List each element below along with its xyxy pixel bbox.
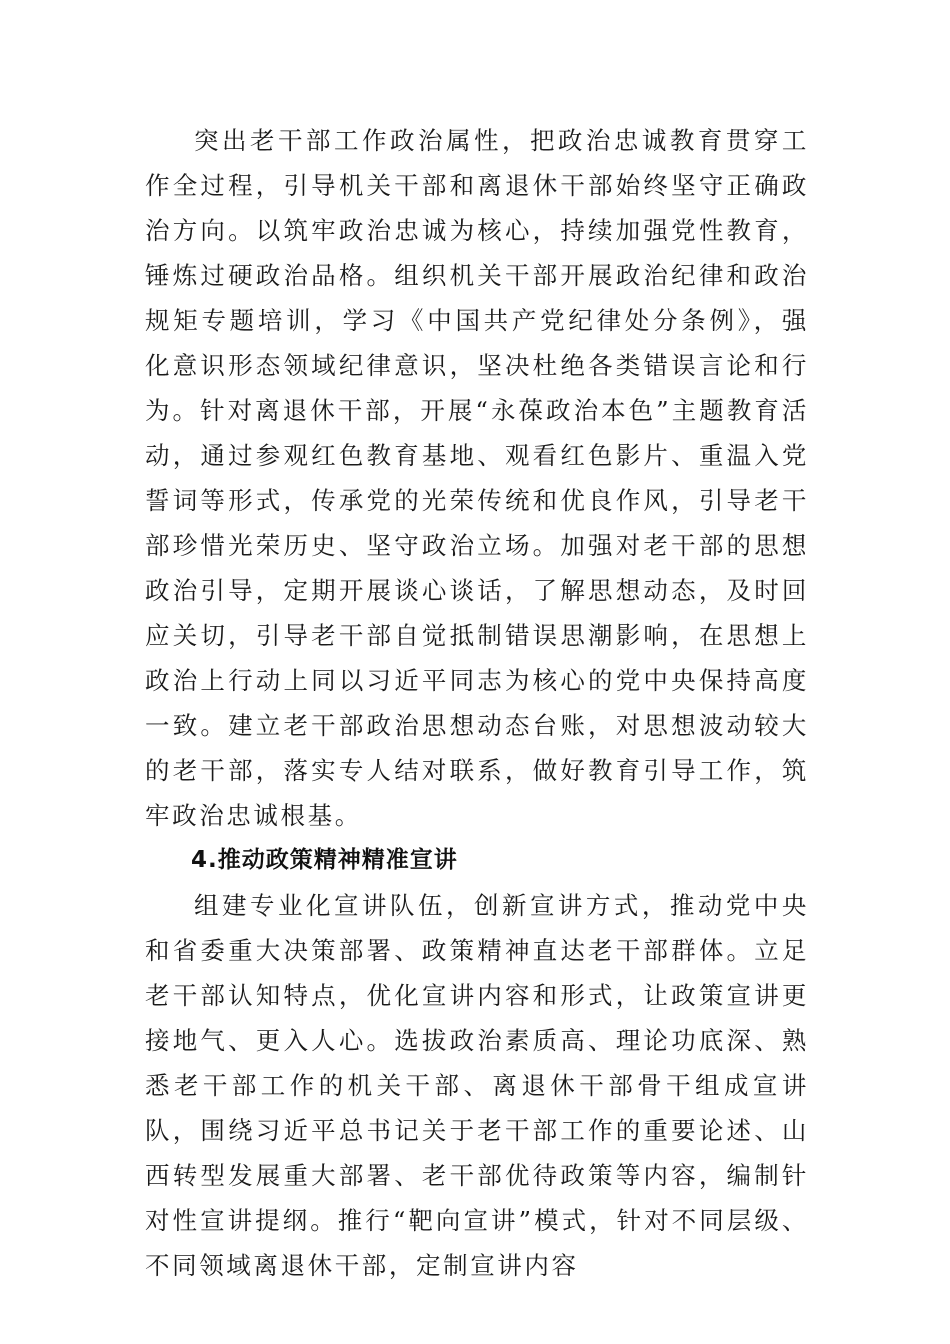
body-paragraph-political-loyalty: 突出老干部工作政治属性，把政治忠诚教育贯穿工作全过程，引导机关干部和离退休干部始终坚守正确政治方向。以筑牢政治忠诚为核心，持续加强党性教育，锤炼过硬政治品格。组织机关干部开展政治纪律和政治规矩专题培训，学习《中国共产党纪律处分条例》，强化意识形态领域纪律意识，坚决杜绝各类错误言论和行为。针对离退休干部，开展“永葆政治本色”主题教育活动，通过参观红色教育基地、观看红色影片、重温入党誓词等形式，传承党的光荣传统和优良作风，引导老干部珍惜光荣历史、坚守政治立场。加强对老干部的思想政治引导，定期开展谈心谈话，了解思想动态，及时回应关切，引导老干部自觉抵制错误思潮影响，在思想上政治上行动上同以习近平同志为核心的党中央保持高度一致。建立老干部政治思想动态台账，对思想波动较大的老干部，落实专人结对联系，做好教育引导工作，筑牢政治忠诚根基。 — [145, 126, 809, 830]
document-page — [145, 118, 809, 1288]
body-paragraph-publicity-team: 组建专业化宣讲队伍，创新宣讲方式，推动党中央和省委重大决策部署、政策精神直达老干部群体。立足老干部认知特点，优化宣讲内容和形式，让政策宣讲更接地气、更入人心。选拔政治素质高、理论功底深、熟悉老干部工作的机关干部、离退休干部骨干组成宣讲队，围绕习近平总书记关于老干部工作的重要论述、山西转型发展重大部署、老干部优待政策等内容，编制针对性宣讲提纲。推行“靶向宣讲”模式，针对不同层级、不同领域离退休干部，定制宣讲内容 — [145, 891, 809, 1280]
section-heading-policy-publicity: 4.推动政策精神精准宣讲 — [191, 847, 458, 873]
